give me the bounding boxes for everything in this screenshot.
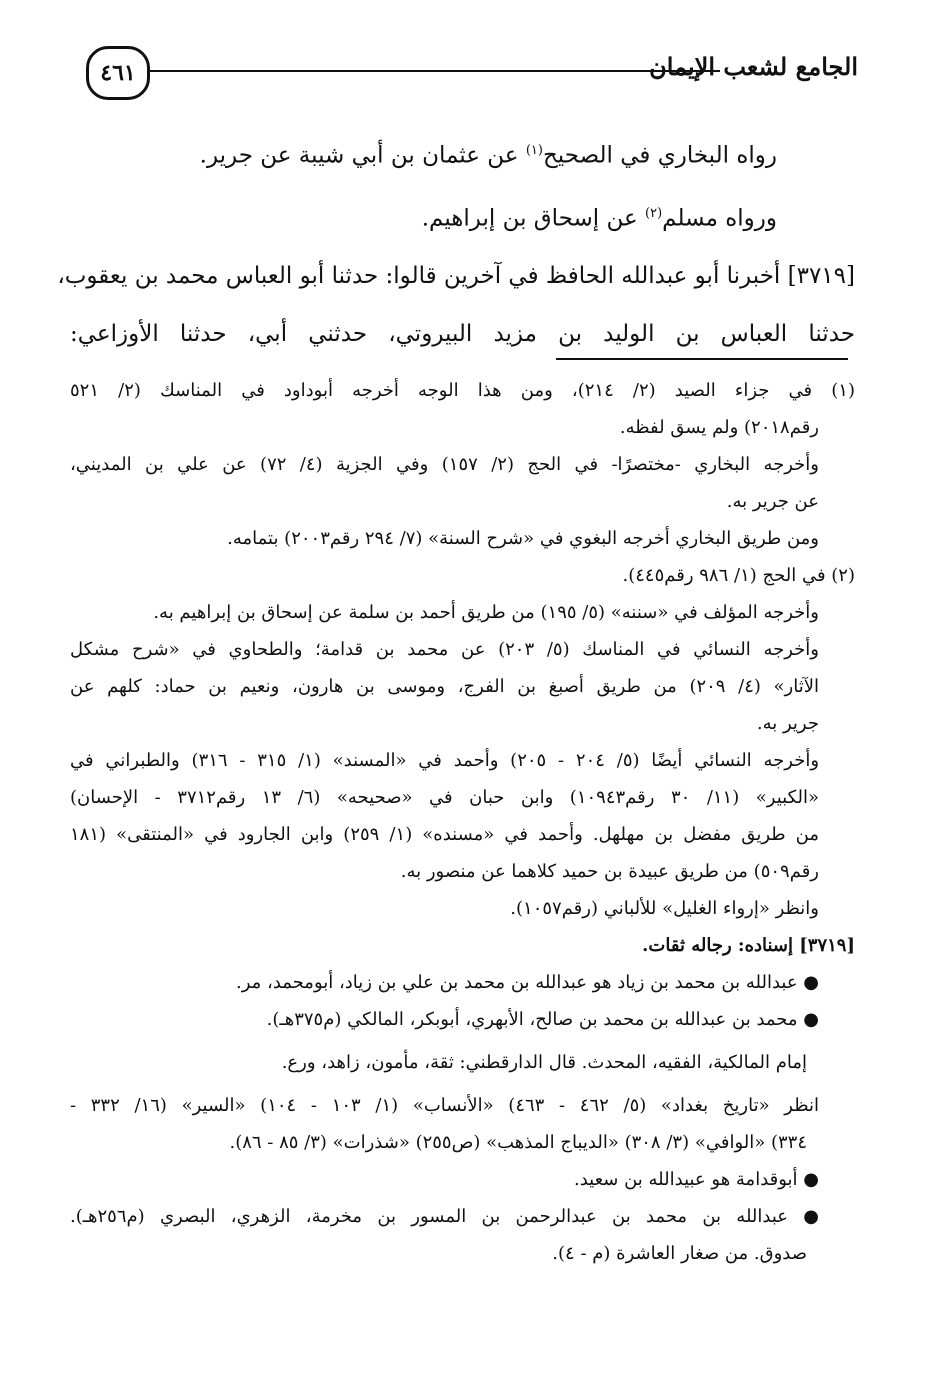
main-line-1: رواه البخاري في الصحيح$^{(١)}$ عن عثمان بن أبي شيبة عن جرير. [199, 142, 777, 169]
footnote-line: وأخرجه المؤلف في «سننه» (٥/ ١٩٥) من طريق أحمد بن سلمة عن إسحاق بن إبراهيم به. [153, 602, 819, 623]
isnad-heading: [٣٧١٩] إسناده: رجاله ثقات. [642, 935, 855, 956]
footnote-line: صدوق. من صغار العاشرة (م - ٤). [552, 1243, 807, 1264]
footnote-line: وأخرجه النسائي أيضًا (٥/ ٢٠٤ - ٢٠٥) وأحمد في «المسند» (١/ ٣١٥ - ٣١٦) والطبراني في [70, 750, 820, 771]
narrator-bullet: ● أبوقدامة هو عبيدالله بن سعيد. [574, 1169, 819, 1190]
footnote-line: انظر «تاريخ بغداد» (٥/ ٤٦٢ - ٤٦٣) «الأنساب» (١/ ١٠٣ - ١٠٤) «السير» (١٦/ ٣٣٢ - [70, 1095, 820, 1116]
footnotes [70, 372, 855, 1272]
footnote-ref-1: (١) [525, 143, 543, 158]
footnote-line: رقم٢٠١٨) ولم يسق لفظه. [619, 417, 819, 438]
footnote-line: وانظر «إرواء الغليل» للألباني (رقم١٠٥٧). [510, 898, 819, 919]
footnote-ref-2: (٢) [645, 205, 663, 221]
main-line-2: ورواه مسلم$^{(٢)}$ عن إسحاق بن إبراهيم. [421, 205, 777, 232]
footnote-line: رقم٥٠٩) من طريق عبيدة بن حميد كلاهما عن منصور به. [400, 861, 819, 882]
main-line-3: [٣٧١٩] أخبرنا أبو عبدالله الحافظ في آخرين قالوا: حدثنا أبو العباس محمد بن يعقوب، [57, 263, 855, 290]
footnote-line: إمام المالكية، الفقيه، المحدث. قال الدارقطني: ثقة، مأمون، زاهد، ورع. [281, 1052, 807, 1073]
footnote-line: «الكبير» (١١/ ٣٠ رقم١٠٩٤٣) وابن حبان في «صحيحه» (٦/ ١٣ رقم٣٧١٢ - الإحسان) [70, 787, 820, 808]
narrator-bullet: ● عبدالله بن محمد بن زياد هو عبدالله بن محمد بن علي بن زياد، أبومحمد، مر. [236, 972, 819, 993]
header-rule [150, 70, 720, 72]
footnote-line: وأخرجه النسائي في المناسك (٥/ ٢٠٣) عن محمد بن قدامة؛ والطحاوي في «شرح مشكل [70, 639, 819, 660]
narrator-bullet: ● عبدالله بن محمد بن عبدالرحمن بن المسور بن مخرمة، الزهري، البصري (م٢٥٦هـ). [70, 1206, 819, 1227]
footnote-line: (١) في جزاء الصيد (٢/ ٢١٤)، ومن هذا الوجه أخرجه أبوداود في المناسك (٢/ ٥٢١ [70, 380, 855, 401]
narrator-bullet: ● محمد بن عبدالله بن محمد بن صالح، الأبهري، أبوبكر، المالكي (م٣٧٥هـ). [266, 1009, 819, 1030]
page-number: ٤٦١ [86, 46, 150, 100]
footnote-line: (٢) في الحج (١/ ٩٨٦ رقم٤٤٥). [622, 565, 855, 586]
footnote-divider [556, 358, 848, 360]
footnote-line: جرير به. [756, 713, 819, 734]
main-text [57, 122, 855, 363]
footnote-line: الآثار» (٤/ ٢٠٩) من طريق أصبغ بن الفرج، وموسى بن هارون، ونعيم بن حماد: كلهم عن [70, 676, 819, 697]
page-header [78, 42, 858, 104]
footnote-line: عن جرير به. [726, 491, 819, 512]
running-title: الجامع لشعب الإيمان [649, 52, 858, 81]
footnote-line: وأخرجه البخاري -مختصرًا- في الحج (٢/ ١٥٧) وفي الجزية (٤/ ٧٢) عن علي بن المديني، [70, 454, 819, 475]
main-line-4: حدثنا العباس بن الوليد بن مزيد البيروتي، حدثني أبي، حدثنا الأوزاعي: [70, 321, 855, 348]
footnote-line: من طريق مفضل بن مهلهل. وأحمد في «مسنده» (١/ ٢٥٩) وابن الجارود في «المنتقى» (١٨١ [70, 824, 820, 845]
footnote-line: ومن طريق البخاري أخرجه البغوي في «شرح السنة» (٧/ ٢٩٤ رقم٢٠٠٣) بتمامه. [227, 528, 819, 549]
footnote-line: ٣٣٤) «الوافي» (٣/ ٣٠٨) «الديباج المذهب» (ص٢٥٥) «شذرات» (٣/ ٨٥ - ٨٦). [229, 1132, 807, 1153]
